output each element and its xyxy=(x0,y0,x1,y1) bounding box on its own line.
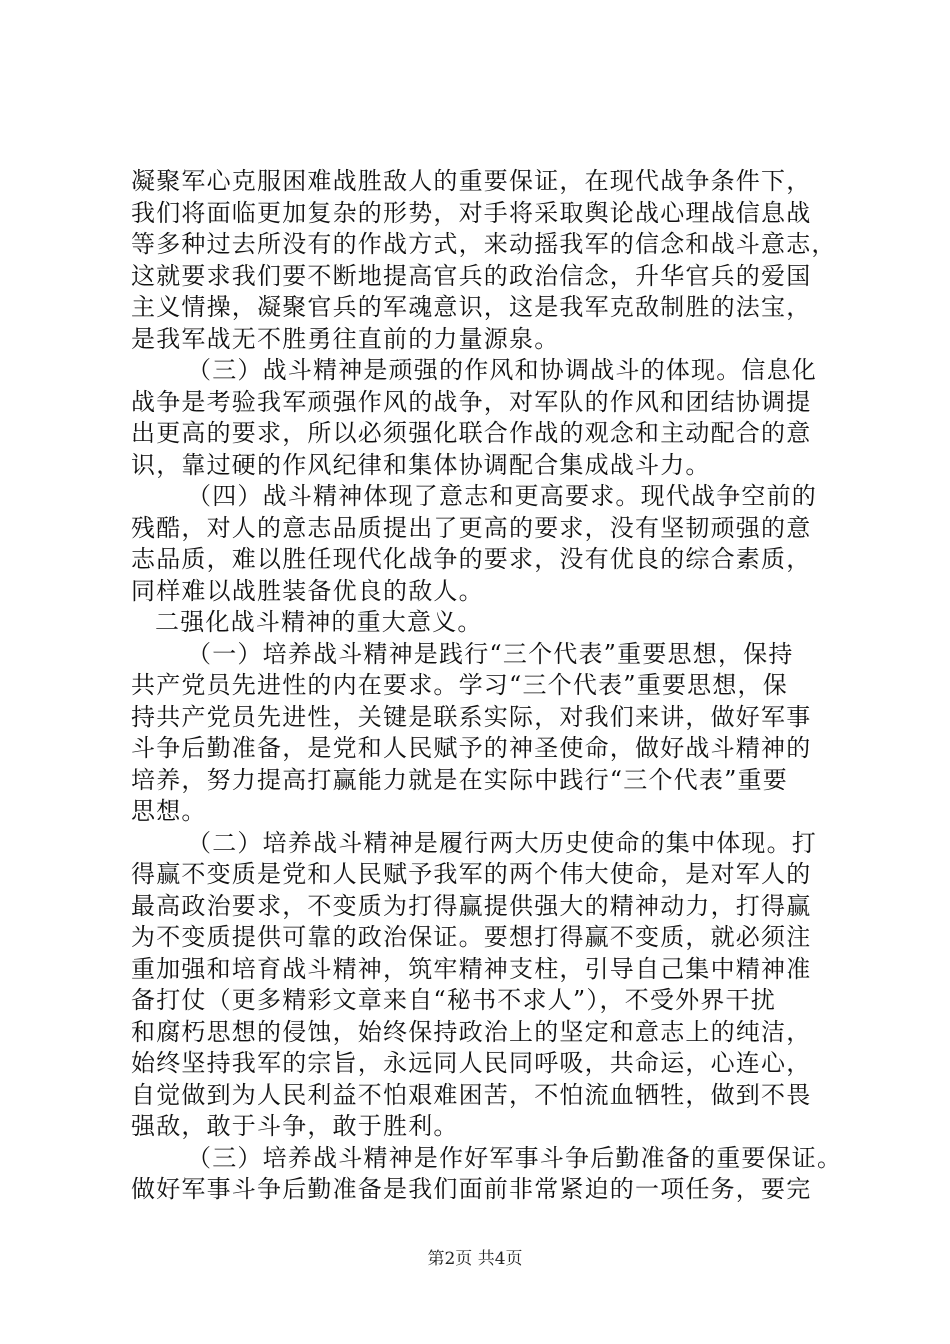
text-line: 始终坚持我军的宗旨，永远同人民同呼吸，共命运，心连心， xyxy=(131,1049,812,1077)
page-number-footer: 第2页 共4页 xyxy=(427,1249,523,1269)
section-heading-line: （四）战斗精神体现了意志和更高要求。现代战争空前的 xyxy=(187,482,817,510)
text-line: 出更高的要求，所以必须强化联合作战的观念和主动配合的意 xyxy=(131,419,812,447)
section-title-line: 二强化战斗精神的重大意义。 xyxy=(155,608,483,636)
text-line: 斗争后勤准备，是党和人民赋予的神圣使命，做好战斗精神的 xyxy=(131,734,812,762)
section-heading-line: （三）培养战斗精神是作好军事斗争后勤准备的重要保证。 xyxy=(187,1143,843,1172)
text-line: 强敌，敢于斗争，敢于胜利。 xyxy=(131,1112,459,1140)
text-line: 残酷，对人的意志品质提出了更高的要求，没有坚韧顽强的意 xyxy=(131,513,812,542)
text-line: 我们将面临更加复杂的形势，对手将采取舆论战心理战信息战 xyxy=(131,198,812,227)
text-line: 等多种过去所没有的作战方式，来动摇我军的信念和战斗意志， xyxy=(131,230,837,258)
section-heading-line: （二）培养战斗精神是履行两大历史使命的集中体现。打 xyxy=(187,828,817,857)
text-line: 是我军战无不胜勇往直前的力量源泉。 xyxy=(131,324,560,353)
text-line: 同样难以战胜装备优良的敌人。 xyxy=(131,576,484,605)
section-heading-line: （三）战斗精神是顽强的作风和协调战斗的体现。信息化 xyxy=(187,356,817,384)
text-line: 思想。 xyxy=(131,797,207,825)
text-line: 为不变质提供可靠的政治保证。要想打得赢不变质，就必须注 xyxy=(131,923,812,951)
text-line: 做好军事斗争后勤准备是我们面前非常紧迫的一项任务，要完 xyxy=(131,1175,812,1203)
text-line: 主义情操，凝聚官兵的军魂意识，这是我军克敌制胜的法宝， xyxy=(131,293,812,321)
text-line: 识，靠过硬的作风纪律和集体协调配合集成战斗力。 xyxy=(131,450,711,479)
document-body xyxy=(131,166,843,1206)
text-line: 和腐朽思想的侵蚀，始终保持政治上的坚定和意志上的纯洁， xyxy=(131,1017,812,1046)
text-line: 最高政治要求，不变质为打得赢提供强大的精神动力，打得赢 xyxy=(131,891,812,920)
text-line: 凝聚军心克服困难战胜敌人的重要保证，在现代战争条件下， xyxy=(131,167,812,195)
text-line: 得赢不变质是党和人民赋予我军的两个伟大使命，是对军人的 xyxy=(131,860,812,888)
text-line: 备打仗（更多精彩文章来自“秘书不求人”），不受外界干扰 xyxy=(131,986,776,1014)
text-line: 这就要求我们要不断地提高官兵的政治信念，升华官兵的爱国 xyxy=(131,261,812,290)
text-line: 战争是考验我军顽强作风的战争，对军队的作风和团结协调提 xyxy=(131,387,812,416)
text-line: 重加强和培育战斗精神，筑牢精神支柱，引导自己集中精神准 xyxy=(131,954,812,983)
text-line: 志品质，难以胜任现代化战争的要求，没有优良的综合素质， xyxy=(131,545,812,573)
text-line: 培养，努力提高打赢能力就是在实际中践行“三个代表”重要 xyxy=(131,765,788,794)
section-heading-line: （一）培养战斗精神是践行“三个代表”重要思想，保持 xyxy=(187,639,794,668)
text-line: 持共产党员先进性，关键是联系实际，对我们来讲，做好军事 xyxy=(131,702,812,731)
text-line: 共产党员先进性的内在要求。学习“三个代表”重要思想，保 xyxy=(131,671,788,699)
text-line: 自觉做到为人民利益不怕艰难困苦，不怕流血牺牲，做到不畏 xyxy=(131,1080,812,1109)
